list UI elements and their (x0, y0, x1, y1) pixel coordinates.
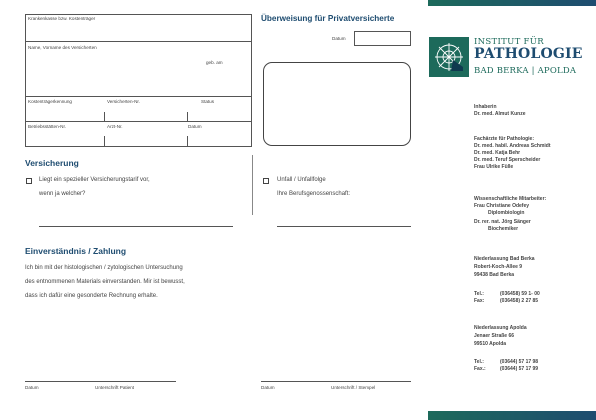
inhaberin-name: Dr. med. Almut Kunze (474, 111, 526, 117)
signature-line-mid[interactable] (261, 381, 411, 382)
vdivider-1 (104, 112, 105, 121)
apolda-tel: (03644) 57 17 98 (500, 359, 539, 365)
fachaerzte-item: Dr. med. Teruf Sperscheider (474, 157, 541, 163)
berka-fax-label: Fax: (474, 298, 485, 304)
arzt-label: Arzt-Nr. (107, 124, 123, 129)
privat-datum-field[interactable] (354, 31, 411, 46)
sig-left-datum: Datum (25, 385, 39, 390)
versichertennr-label: Versicherten-Nr. (107, 99, 140, 104)
brand-line-1: INSTITUT FÜR (474, 37, 544, 47)
kostentraeger-label: Kostenträgerkennung (28, 99, 72, 104)
form-divider-3 (25, 121, 252, 122)
unfall-label-1: Unfall / Unfallfolge (277, 177, 326, 183)
apolda-title: Niederlassung Apolda (474, 325, 527, 331)
versicherung-heading: Versicherung (25, 158, 79, 168)
fachaerzte-item: Frau Ulrike Fülle (474, 164, 514, 170)
tarif-label-2: wenn ja welcher? (39, 191, 86, 197)
wiss-title: Wissenschaftliche Mitarbeiter: (474, 196, 547, 202)
apolda-city: 99510 Apolda (474, 341, 507, 347)
vdivider-2 (187, 112, 188, 121)
berka-title: Niederlassung Bad Berka (474, 256, 535, 262)
institute-logo (429, 37, 469, 77)
vdivider-3 (104, 136, 105, 147)
privat-datum-label: Datum (332, 36, 346, 41)
apolda-street: Jenaer Straße 66 (474, 333, 515, 339)
berka-tel: (036458) 59 1- 00 (500, 291, 540, 297)
tarif-answer-line[interactable] (39, 226, 233, 227)
wiss-item: Biochemiker (488, 226, 519, 232)
name-label: Name, Vorname des Versicherten (28, 45, 97, 50)
fachaerzte-item: Dr. med. Katja Behr (474, 150, 521, 156)
berka-fax: (036458) 2 27 85 (500, 298, 539, 304)
sig-left-unterschrift: Unterschrift Patient (95, 385, 135, 390)
wiss-item: Frau Christiane Odefey (474, 203, 530, 209)
berka-street: Robert-Koch-Allee 9 (474, 264, 523, 270)
brand-line-3: BAD BERKA | APOLDA (474, 66, 577, 76)
apolda-fax-label: Fax.: (474, 366, 486, 372)
form-divider-2 (25, 96, 252, 97)
berka-city: 99438 Bad Berka (474, 272, 515, 278)
sig-mid-unterschrift: Unterschrift / Stempel (331, 385, 376, 390)
signature-line-left[interactable] (25, 381, 176, 382)
berka-tel-label: Tel.: (474, 291, 484, 297)
inhaberin-title: Inhaberin (474, 104, 497, 110)
apolda-tel-label: Tel.: (474, 359, 484, 365)
fachaerzte-item: Dr. med. habil. Andreas Schmidt (474, 143, 551, 149)
form-divider-1 (25, 41, 252, 42)
stamp-box[interactable] (263, 62, 411, 146)
tarif-checkbox[interactable] (26, 178, 32, 184)
einverstaendnis-heading: Einverständnis / Zahlung (25, 246, 127, 256)
bottom-brand-bar (428, 411, 596, 420)
krankenkasse-label: Krankenkasse bzw. Kostenträger (28, 16, 96, 21)
tarif-label-1: Liegt ein spezieller Versicherungstarif vor, (39, 177, 150, 183)
fachaerzte-title: Fachärzte für Pathologie: (474, 136, 535, 142)
status-label: Status (201, 99, 215, 104)
consent-line-2: des entnommenen Materials einverstanden. Mir ist bewusst, (25, 279, 185, 285)
unfall-checkbox[interactable] (263, 178, 269, 184)
wiss-item: Dr. rer. nat. Jörg Sänger (474, 219, 531, 225)
consent-line-1: Ich bin mit der histologischen / zytologischen Untersuchung (25, 265, 183, 271)
top-brand-bar (428, 0, 596, 6)
wiss-item: Diplombiologin (488, 210, 525, 216)
datum-label: Datum (188, 124, 202, 129)
vdivider-4 (187, 136, 188, 147)
geb-label: geb. am (206, 60, 223, 65)
sig-mid-datum: Datum (261, 385, 275, 390)
betriebsstaetten-label: Betriebsstätten-Nr. (28, 124, 67, 129)
consent-line-3: dass ich dafür eine gesonderte Rechnung erhalte. (25, 293, 158, 299)
unfall-label-2: Ihre Berufsgenossenschaft: (277, 191, 351, 197)
privat-heading: Überweisung für Privatversicherte (261, 14, 395, 23)
unfall-answer-line[interactable] (277, 226, 411, 227)
column-separator (252, 155, 253, 215)
brand-line-2: PATHOLOGIE (474, 46, 583, 62)
apolda-fax: (03644) 57 17 99 (500, 366, 539, 372)
